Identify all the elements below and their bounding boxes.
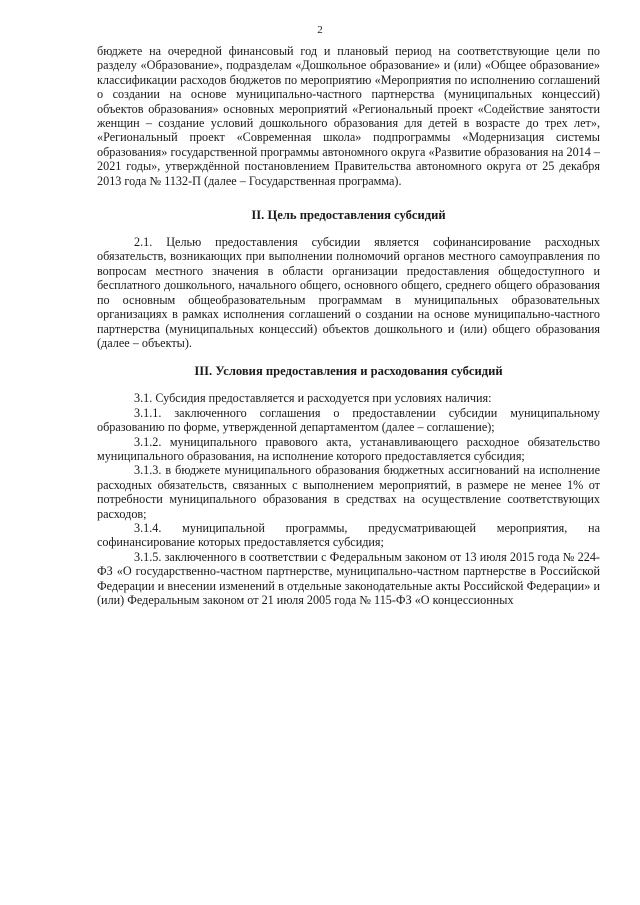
paragraph-3-1-5: 3.1.5. заключенного в соответствии с Федеральным законом от 13 июля 2015 года № 224-ФЗ «О государственно-частном партнерстве, муниципально-частном партнерстве в Российской Федерации и внесении изменений в отдельные законодательные акты Российской Федерации» и (или) Федеральным законом от 21 июля 2005 года № 115-ФЗ «О концессионных [97,549,600,607]
paragraph-3-1: 3.1. Субсидия предоставляется и расходуется при условиях наличия: [134,391,492,406]
section-3-heading: III. Условия предоставления и расходования субсидий [194,364,503,379]
paragraph-3-1-3: 3.1.3. в бюджете муниципального образования бюджетных ассигнований на исполнение расходных обязательств, связанных с выполнением мероприятий, в размере не менее 1% от потребности муниципального образования в средствах на осуществление соответствующих расходов; [97,463,600,521]
document-body [97,44,600,607]
paragraph-3-1-2: 3.1.2. муниципального правового акта, устанавливающего расходное обязательство муниципального образования, на исполнение которого предоставляется субсидия; [97,434,600,463]
paragraph-3-1-4: 3.1.4. муниципальной программы, предусматривающей мероприятия, на софинансирование которых предоставляется субсидия; [97,520,600,550]
page-number: 2 [317,24,323,36]
paragraph-3-1-1: 3.1.1. заключенного соглашения о предоставлении субсидии муниципальному образованию по форме, утвержденной департаментом (далее – соглашение); [97,405,600,435]
paragraph-2-1: 2.1. Целью предоставления субсидии является софинансирование расходных обязательств, возникающих при выполнении полномочий органов местного самоуправления по вопросам местного значения в области организации предоставления общедоступного и бесплатного дошкольного, начального общего, основного общего, среднего общего образования по основным общеобразовательным программам в муниципальных образовательных организациях в рамках исполнения соглашений о создании на основе муниципально-частного партнерства (муниципальных концессий) объектов дошкольного и (или) общего образования (далее – объекты). [97,235,600,350]
section-2-heading: II. Цель предоставления субсидий [251,208,446,223]
intro-paragraph: бюджете на очередной финансовый год и плановый период на соответствующие цели по разделу «Образование», подразделам «Дошкольное образование» и (или) «Общее образование» классификации расходов бюджетов по мероприятию «Мероприятия по исполнению соглашений о создании на основе муниципально-частного партнерства (муниципальных концессий) объектов образования» основных мероприятий «Региональный проект «Содействие занятости женщин – создание условий дошкольного образования для детей в возрасте до трех лет», «Региональный проект «Современная школа» подпрограммы «Модернизация системы образования» государственной программы автономного округа «Развитие образования на 2014 – 2021 годы», утверждённой постановлением Правительства автономного округа от 25 декабря 2013 года № 1132-П (далее – Государственная программа). [97,44,600,188]
